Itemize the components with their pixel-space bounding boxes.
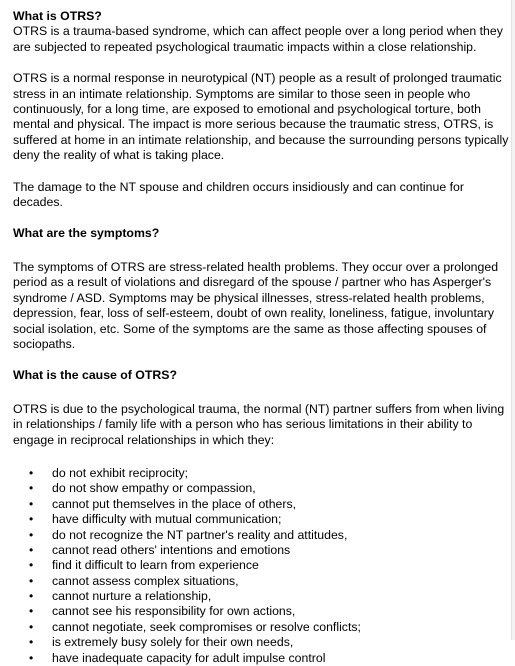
- bullet-icon: •: [29, 604, 34, 619]
- list-item-text: do not exhibit reciprocity;: [52, 465, 189, 480]
- bullet-icon: •: [29, 496, 34, 511]
- list-item: [13, 604, 509, 619]
- list-item-text: have inadequate capacity for adult impulse control: [52, 650, 326, 665]
- list-item: [13, 620, 509, 635]
- list-item: [13, 466, 509, 481]
- bullet-icon: •: [29, 542, 34, 557]
- cause-bullet-list: [13, 466, 509, 666]
- list-item: [13, 589, 509, 604]
- list-item-text: cannot nurture a relationship,: [52, 589, 212, 604]
- spacer: [13, 448, 509, 466]
- list-item-text: do not recognize the NT partner's reality and attitudes,: [52, 527, 348, 542]
- list-item: [13, 512, 509, 527]
- list-item-text: cannot see his responsibility for own actions,: [52, 604, 296, 619]
- list-item-text: is extremely busy solely for their own needs,: [52, 635, 294, 650]
- list-item: [13, 543, 509, 558]
- bullet-icon: •: [29, 465, 34, 480]
- list-item-text: cannot negotiate, seek compromises or resolve conflicts;: [52, 619, 361, 634]
- paragraph-cause: OTRS is due to the psychological trauma, the normal (NT) partner suffers from when living in relationships / family life with a person who has serious limitations in their ability to engage in reciprocal relationships in which they:: [13, 401, 505, 447]
- scrollbar-track[interactable]: [511, 0, 515, 640]
- bullet-icon: •: [29, 512, 34, 527]
- paragraph-damage: The damage to the NT spouse and children occurs insidiously and can continue for decades.: [13, 179, 464, 210]
- bullet-icon: •: [29, 573, 34, 588]
- bullet-icon: •: [29, 527, 34, 542]
- bullet-icon: •: [29, 635, 34, 650]
- list-item-text: cannot assess complex situations,: [52, 573, 239, 588]
- spacer: [13, 210, 509, 226]
- list-item-text: cannot read others' intentions and emotions: [52, 542, 291, 557]
- section-heading-cause: What is the cause of OTRS?: [13, 368, 177, 383]
- section-heading-what-is-otrs: What is OTRS?: [13, 9, 102, 23]
- spacer: [13, 384, 509, 402]
- list-item: [13, 558, 509, 573]
- spacer: [13, 55, 509, 71]
- bullet-icon: •: [29, 650, 34, 665]
- spacer: [13, 352, 509, 368]
- bullet-icon: •: [29, 558, 34, 573]
- section-heading-symptoms: What are the symptoms?: [13, 226, 160, 241]
- list-item: [13, 497, 509, 512]
- bullet-icon: •: [29, 481, 34, 496]
- spacer: [13, 164, 509, 180]
- list-item: [13, 528, 509, 543]
- list-item: [13, 651, 509, 666]
- paragraph-normal-response: OTRS is a normal response in neurotypical (NT) people as a result of prolonged traumatic stress in an intimate relationship. Symptoms are similar to those seen in people who continuously, for a long time, are exposed to emotional and psychological torture, both mental and physical. The impact is more serious because the traumatic stress, OTRS, is suffered at home in an intimate relationship, and because the surrounding persons typically deny the reality of what is taking place.: [13, 71, 509, 163]
- list-item-text: have difficulty with mutual communication;: [52, 512, 282, 527]
- list-item: [13, 574, 509, 589]
- list-item-text: do not show empathy or compassion,: [52, 481, 256, 496]
- list-item-text: find it difficult to learn from experience: [52, 558, 259, 573]
- document-page: [13, 9, 509, 666]
- spacer: [13, 242, 509, 260]
- bullet-icon: •: [29, 619, 34, 634]
- paragraph-definition: OTRS is a trauma-based syndrome, which can affect people over a long period when they are subjected to repeated psychological traumatic impacts within a close relationship.: [13, 24, 503, 54]
- list-item-text: cannot put themselves in the place of others,: [52, 496, 297, 511]
- paragraph-symptoms: The symptoms of OTRS are stress-related health problems. They occur over a prolonged period as a result of violations and disregard of the spouse / partner who has Asperger's syndrome / ASD. Symptoms may be physical illnesses, stress-related health problems, depression, fear, loss of self-esteem, doubt of own reality, loneliness, fatigue, involuntary social isolation, etc. Some of the symptoms are the same as those affecting spouses of sociopaths.: [13, 259, 499, 351]
- bullet-icon: •: [29, 589, 34, 604]
- list-item: [13, 481, 509, 496]
- list-item: [13, 635, 509, 650]
